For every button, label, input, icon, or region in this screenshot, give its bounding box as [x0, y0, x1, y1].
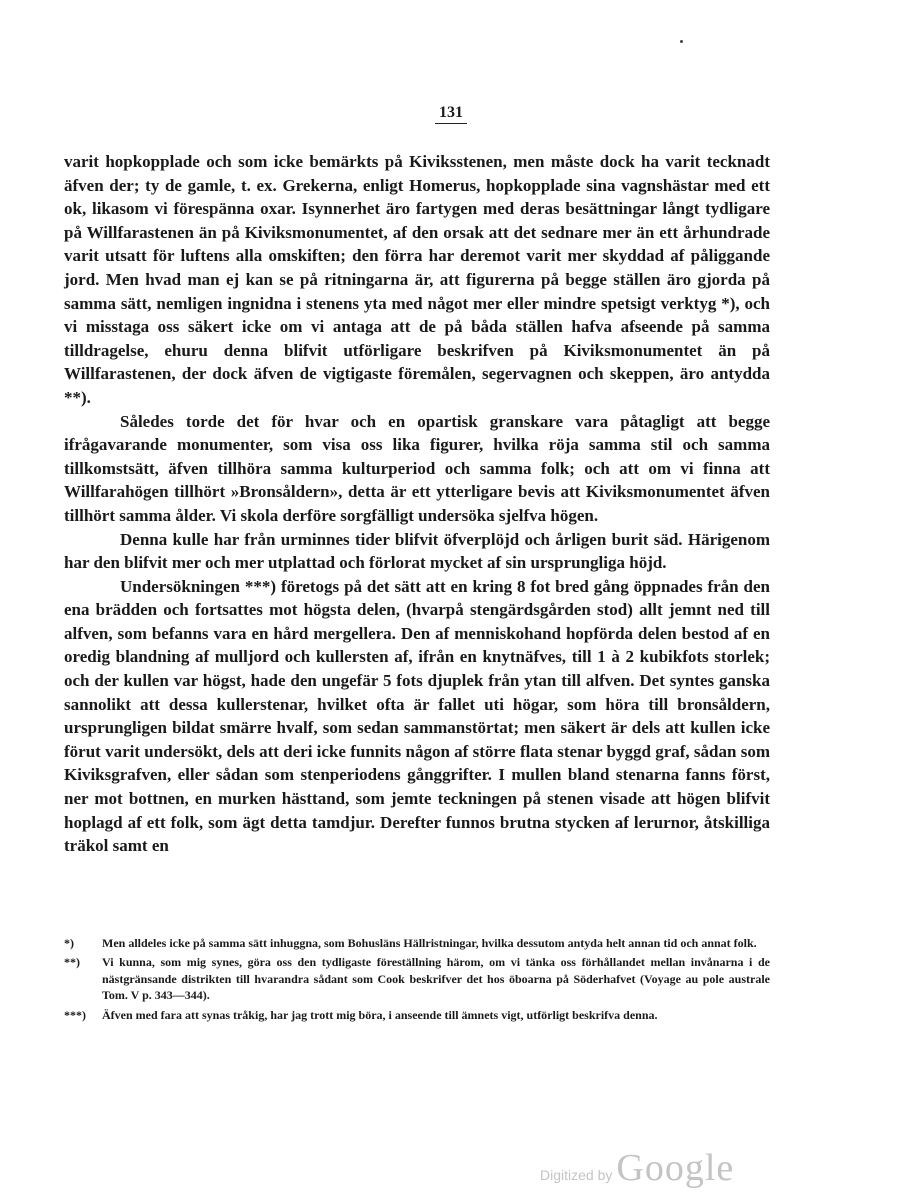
- footnote-2: [64, 954, 770, 1003]
- footnote-mark: ***): [64, 1007, 86, 1022]
- footnote-text: Äfven med fara att synas tråkig, har jag trott mig böra, i anseende till ämnets vigt, utförligt beskrifva denna.: [102, 1007, 658, 1022]
- footnotes: [64, 935, 770, 1026]
- google-logo: Google: [616, 1147, 735, 1189]
- paragraph-1: varit hopkopplade och som icke bemärkts på Kiviksstenen, men måste dock ha varit tecknadt äfven der; ty de gamle, t. ex. Grekerna, enligt Homerus, hopkopplade sina vagnshästar med ett ok, likasom vi förespänna oxar. Isynnerhet äro fartygen med deras besättningar långt tydligare på Willfarastenen än på Kiviksmonumentet, af den orsak att det sednare mer än ett århundrade varit utsatt för luftens alla omskiften; den förra har deremot varit mer skyddad af påliggande jord. Men hvad man ej kan se på ritningarna är, att figurerna på begge ställen äro gjorda på samma sätt, nemligen ingnidna i stenens yta med något mer eller mindre spetsigt verktyg *), och vi misstaga oss säkert icke om vi antaga att de på båda ställen hafva afseende på samma tilldragelse, ehuru denna blifvit utförligare beskrifven på Kiviksmonumentet än på Willfarastenen, der dock äfven de vigtigaste föremålen, segervagnen och skeppen, äro antydda **).: [64, 152, 770, 407]
- footnote-1: [64, 935, 770, 951]
- footnote-mark: **): [64, 955, 80, 970]
- paragraph-3: Denna kulle har från urminnes tider blifvit öfverplöjd och årligen burit säd. Härigenom har den blifvit mer och mer utplattad och förlorat mycket af sin ursprungliga höjd.: [64, 529, 770, 573]
- footnote-text: Vi kunna, som mig synes, göra oss den tydligaste föreställning härom, om vi tänka oss förhållandet mellan invånarna i de nästgränsande distrikten till hvarandra sådant som Cook beskrifver det hos öboarna på Söderhafvet (Voyage au pole australe Tom. V p. 343—344).: [102, 955, 770, 1003]
- paragraph-2: Således torde det för hvar och en opartisk granskare vara påtagligt att begge ifrågavarande monumenter, som visa oss lika figurer, hvilka röja samma stil och samma tillkomstsätt, äfven tillhöra samma kulturperiod och samma folk; och att om vi finna att Willfarahögen tillhört »Bronsåldern», detta är ett ytterligare bevis att Kiviksmonumentet äfven tillhört samma ålder. Vi skola derföre sorgfälligt undersöka sjelfva högen.: [64, 411, 770, 525]
- paragraph-4: Undersökningen ***) företogs på det sätt att en kring 8 fot bred gång öppnades från den ena brädden och fortsattes mot högsta delen, (hvarpå stengärdsgården stod) allt jemnt ned till alfven, som befanns vara en hård mergellera. Den af menniskohand hopförda delen bestod af en oredig blandning af mulljord och kullersten af, ifrån en knytnäfves, till 1 à 2 kubikfots storlek; och der kullen var högst, hade den ungefär 5 fots djuplek från ytan till alfven. Det syntes ganska sannolikt att dessa kullerstenar, hvilket ofta är fallet uti högar, som höra till bronsåldern, ursprungligen bildat smärre hvalf, som sedan sammanstörtat; men säkert är dels att kullen icke förut varit undersökt, dels att deri icke funnits någon af större flata stenar byggd graf, sådan som Kiviksgrafven, eller sådan som stenperiodens gånggrifter. I mullen bland stenarna fanns först, ner mot bottnen, en murken hästtand, som jemte teckningen på stenen visade att högen blifvit hoplagd af ett folk, som ägt detta tamdjur. Derefter funnos brutna stycken af lerurnor, åtskilliga träkol samt en: [64, 576, 770, 856]
- page-number-text: 131: [435, 104, 467, 124]
- page-number: [0, 104, 902, 122]
- digitized-by-google-watermark: [540, 1146, 734, 1190]
- body-text: [64, 150, 770, 858]
- speck-mark: [680, 40, 683, 43]
- footnote-text: Men alldeles icke på samma sätt inhuggna, som Bohusläns Hällristningar, hvilka dessutom antyda helt annan tid och annat folk.: [102, 936, 757, 950]
- footnote-3: [64, 1007, 770, 1023]
- footnote-mark: *): [64, 936, 74, 950]
- digitized-by-label: Digitized by: [540, 1167, 613, 1183]
